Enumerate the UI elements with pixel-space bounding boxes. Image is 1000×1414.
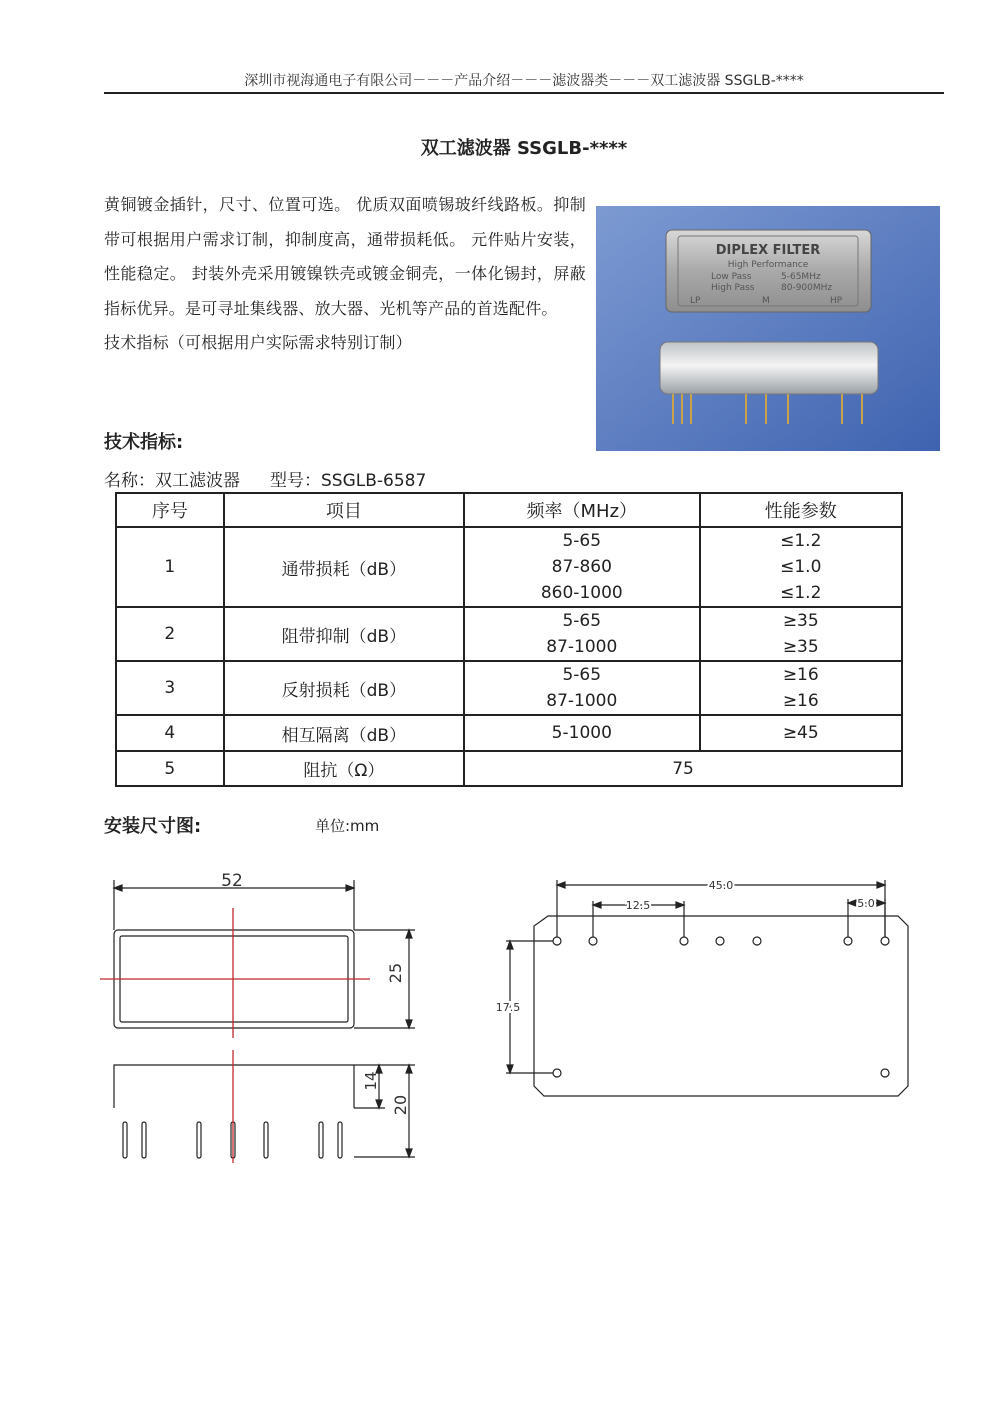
value-line: ≥35 — [782, 637, 819, 657]
dim-pitch-a: 12.5 — [625, 899, 651, 912]
header-value: 性能参数 — [700, 493, 902, 527]
header-item: 项目 — [224, 493, 464, 527]
name-label: 名称： — [104, 471, 155, 491]
photo-high-pass-label: High Pass — [711, 283, 755, 293]
intro-paragraph: 黄铜镀金插针，尺寸、位置可选。 优质双面喷锡玻纤线路板。抑制带可根据用户需求订制，抑制度高，通带损耗低。 元件贴片安装，性能稳定。 封装外壳采用镀镍铁壳或镀金铜壳，一体化锡封，屏蔽指标优异。是可寻址集线器、放大器、光机等产品的首选配件。 — [104, 195, 586, 318]
dim-width: 52 — [221, 871, 243, 891]
footprint-drawing — [490, 870, 920, 1110]
row-value: ≥45 — [700, 715, 902, 751]
row-no: 4 — [116, 715, 224, 751]
row-value — [700, 607, 902, 661]
unit-label: 单位:mm — [315, 817, 380, 835]
row-freq: 5-1000 — [464, 715, 699, 751]
value-line: ≤1.0 — [780, 557, 822, 577]
row-no: 5 — [116, 751, 224, 786]
table-header-row — [116, 493, 902, 527]
model-label: 型号： — [270, 471, 321, 491]
photo-pin-m: M — [762, 296, 770, 306]
value-line: ≤1.2 — [780, 531, 822, 551]
row-no: 1 — [116, 527, 224, 607]
intro-note: 技术指标（可根据用户实际需求特别订制） — [104, 333, 412, 352]
dim-pin-length: 14 — [362, 1071, 380, 1091]
spec-table — [115, 492, 903, 787]
header-freq: 频率（MHz） — [464, 493, 699, 527]
photo-pin-hp: HP — [830, 296, 843, 306]
value-line: ≥16 — [782, 691, 819, 711]
freq-line: 87-860 — [551, 557, 612, 577]
freq-line: 5-65 — [562, 665, 602, 685]
row-value — [700, 527, 902, 607]
photo-low-pass-label: Low Pass — [711, 272, 752, 282]
freq-line: 87-1000 — [546, 637, 618, 657]
specs-heading: 技术指标: — [104, 432, 184, 453]
photo-label-main: DIPLEX FILTER — [715, 243, 821, 258]
install-heading: 安装尺寸图: — [104, 816, 202, 837]
value-line: ≥16 — [782, 665, 819, 685]
photo-pin-lp: LP — [690, 296, 701, 306]
row-freq — [464, 607, 699, 661]
row-item: 阻抗（Ω） — [224, 751, 464, 786]
dim-pitch-b: 5.0 — [857, 897, 875, 910]
header-divider — [104, 92, 944, 94]
table-row — [116, 607, 902, 661]
row-item: 相互隔离（dB） — [224, 715, 464, 751]
row-no: 2 — [116, 607, 224, 661]
table-row — [116, 661, 902, 715]
product-name-line — [104, 466, 426, 491]
row-freq — [464, 661, 699, 715]
freq-line: 5-65 — [562, 531, 602, 551]
table-row — [116, 527, 902, 607]
dim-row-gap: 17.5 — [495, 1001, 521, 1014]
row-freq — [464, 527, 699, 607]
row-value — [700, 661, 902, 715]
freq-line: 860-1000 — [540, 583, 623, 603]
value-line: ≤1.2 — [780, 583, 822, 603]
row-no: 3 — [116, 661, 224, 715]
row-item: 阻带抑制（dB） — [224, 607, 464, 661]
side-view-drawing — [90, 860, 430, 1170]
table-row — [116, 751, 902, 786]
model-value: SSGLB-6587 — [321, 471, 427, 491]
photo-label-sub: High Performance — [727, 260, 809, 270]
name-value: 双工滤波器 — [155, 471, 240, 491]
row-item: 反射损耗（dB） — [224, 661, 464, 715]
row-merged-value: 75 — [464, 751, 902, 786]
row-item: 通带损耗（dB） — [224, 527, 464, 607]
page-title: 双工滤波器 SSGLB-**** — [420, 138, 628, 159]
photo-high-pass-value: 80-900MHz — [781, 283, 833, 293]
freq-line: 5-65 — [562, 611, 602, 631]
intro-text — [104, 188, 586, 361]
value-line: ≥35 — [782, 611, 819, 631]
dim-total-height: 20 — [391, 1094, 410, 1116]
page-header: 深圳市视海通电子有限公司－－－产品介绍－－－滤波器类－－－双工滤波器 SSGLB-**** — [244, 73, 804, 89]
product-photo — [596, 206, 940, 451]
freq-line: 87-1000 — [546, 691, 618, 711]
dim-pitch-total: 45.0 — [708, 879, 734, 892]
photo-low-pass-value: 5-65MHz — [781, 272, 821, 282]
table-row — [116, 715, 902, 751]
dim-height: 25 — [386, 962, 405, 984]
header-no: 序号 — [116, 493, 224, 527]
